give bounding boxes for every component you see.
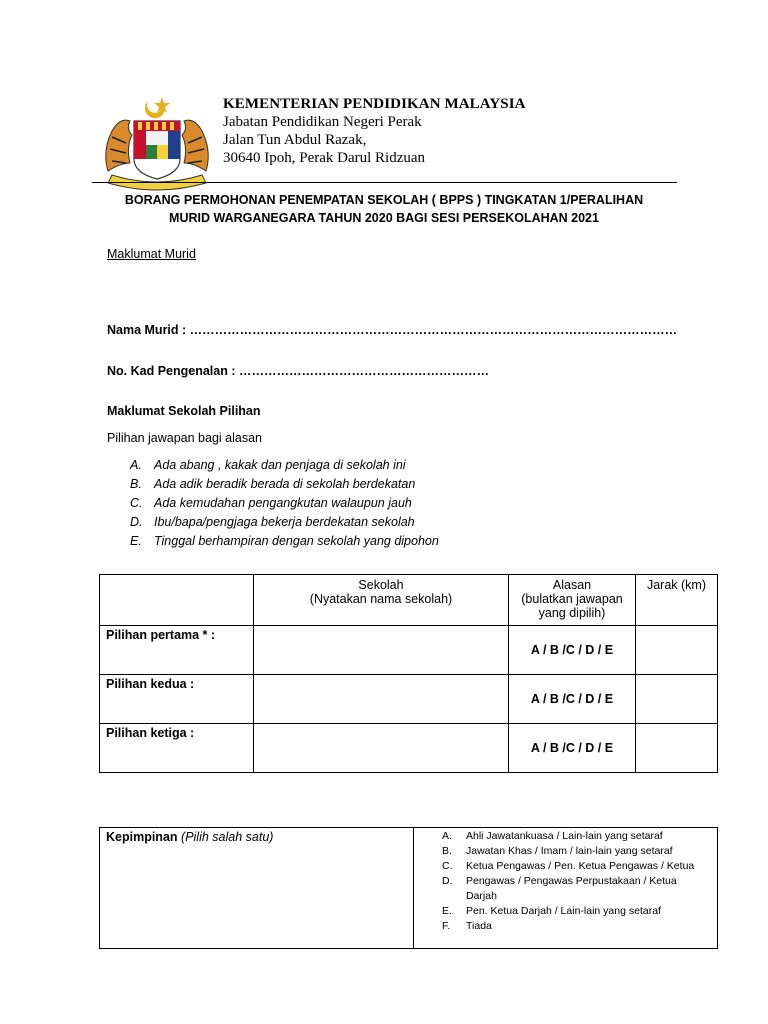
ministry-name: KEMENTERIAN PENDIDIKAN MALAYSIA — [223, 96, 526, 112]
header-reason-hint-2: yang dipilih) — [538, 606, 606, 620]
ic-number-field[interactable]: No. Kad Pengenalan : …………………………………………………… — [107, 364, 489, 378]
reason-option-b: B. Ada adik beradik berada di sekolah berdekatan — [130, 477, 416, 491]
form-title-line-2: MURID WARGANEGARA TAHUN 2020 BAGI SESI PERSEKOLAHAN 2021 — [169, 211, 599, 225]
coat-of-arms-emblem — [98, 93, 216, 193]
leadership-option-b[interactable]: B. Jawatan Khas / Imam / lain-lain yang setaraf — [442, 845, 673, 857]
distance-input-second[interactable] — [636, 675, 718, 724]
student-name-field[interactable]: Nama Murid : ……………………………………………………………………………………………………… — [107, 323, 678, 337]
reason-option-e: E. Tinggal berhampiran dengan sekolah yang dipohon — [130, 534, 439, 548]
school-section-label: Maklumat Sekolah Pilihan — [107, 404, 261, 418]
leadership-option-d[interactable]: D. Pengawas / Pengawas Perpustakaan / Ketua Darjah — [442, 875, 677, 902]
school-choice-table — [99, 574, 718, 773]
reason-option-c: C. Ada kemudahan pengangkutan walaupun jauh — [130, 496, 412, 510]
header-reason-cell — [509, 575, 636, 626]
leadership-options-list — [414, 829, 717, 934]
table-row — [100, 724, 718, 773]
leadership-option-f[interactable]: F. Tiada — [442, 920, 492, 932]
school-name-input-third[interactable] — [254, 724, 509, 773]
distance-input-first[interactable] — [636, 626, 718, 675]
letterhead-divider — [92, 182, 677, 183]
address-line-3: 30640 Ipoh, Perak Darul Ridzuan — [223, 150, 426, 166]
row-label-third: Pilihan ketiga : — [100, 724, 254, 773]
school-name-input-second[interactable] — [254, 675, 509, 724]
form-title-line-1: BORANG PERMOHONAN PENEMPATAN SEKOLAH ( BPPS ) TINGKATAN 1/PERALIHAN — [124, 193, 644, 207]
table-row — [100, 828, 718, 949]
school-name-input-first[interactable] — [254, 626, 509, 675]
leadership-option-e[interactable]: E. Pen. Ketua Darjah / Lain-lain yang setaraf — [442, 905, 661, 917]
reason-option-d: D. Ibu/bapa/pengjaga bekerja berdekatan sekolah — [130, 515, 415, 529]
student-section-label: Maklumat Murid — [107, 247, 196, 261]
header-empty-cell — [100, 575, 254, 626]
header-reason-hint-1: (bulatkan jawapan — [521, 592, 623, 606]
header-distance-cell: Jarak (km) — [636, 575, 718, 626]
header-school-title: Sekolah — [358, 578, 404, 592]
row-label-first: Pilihan pertama * : — [100, 626, 254, 675]
leadership-options-cell — [414, 828, 718, 949]
table-header-row — [100, 575, 718, 626]
leadership-table — [99, 827, 718, 949]
header-school-cell — [254, 575, 509, 626]
leadership-label: Kepimpinan — [106, 830, 178, 844]
header-school-hint: (Nyatakan nama sekolah) — [309, 592, 453, 606]
reason-intro: Pilihan jawapan bagi alasan — [107, 431, 262, 445]
distance-input-third[interactable] — [636, 724, 718, 773]
reason-options-second[interactable]: A / B /C / D / E — [509, 675, 636, 724]
reason-options-third[interactable]: A / B /C / D / E — [509, 724, 636, 773]
row-label-second: Pilihan kedua : — [100, 675, 254, 724]
leadership-option-a[interactable]: A. Ahli Jawatankuasa / Lain-lain yang setaraf — [442, 830, 663, 842]
address-line-1: Jabatan Pendidikan Negeri Perak — [223, 114, 422, 130]
table-row — [100, 675, 718, 724]
address-line-2: Jalan Tun Abdul Razak, — [223, 132, 367, 148]
leadership-label-cell — [100, 828, 414, 949]
leadership-hint: (Pilih salah satu) — [181, 830, 274, 844]
reason-options-first[interactable]: A / B /C / D / E — [509, 626, 636, 675]
header-reason-title: Alasan — [552, 578, 592, 592]
leadership-option-c[interactable]: C. Ketua Pengawas / Pen. Ketua Pengawas / Ketua — [442, 860, 695, 872]
reason-option-a: A. Ada abang , kakak dan penjaga di sekolah ini — [130, 458, 406, 472]
table-row — [100, 626, 718, 675]
